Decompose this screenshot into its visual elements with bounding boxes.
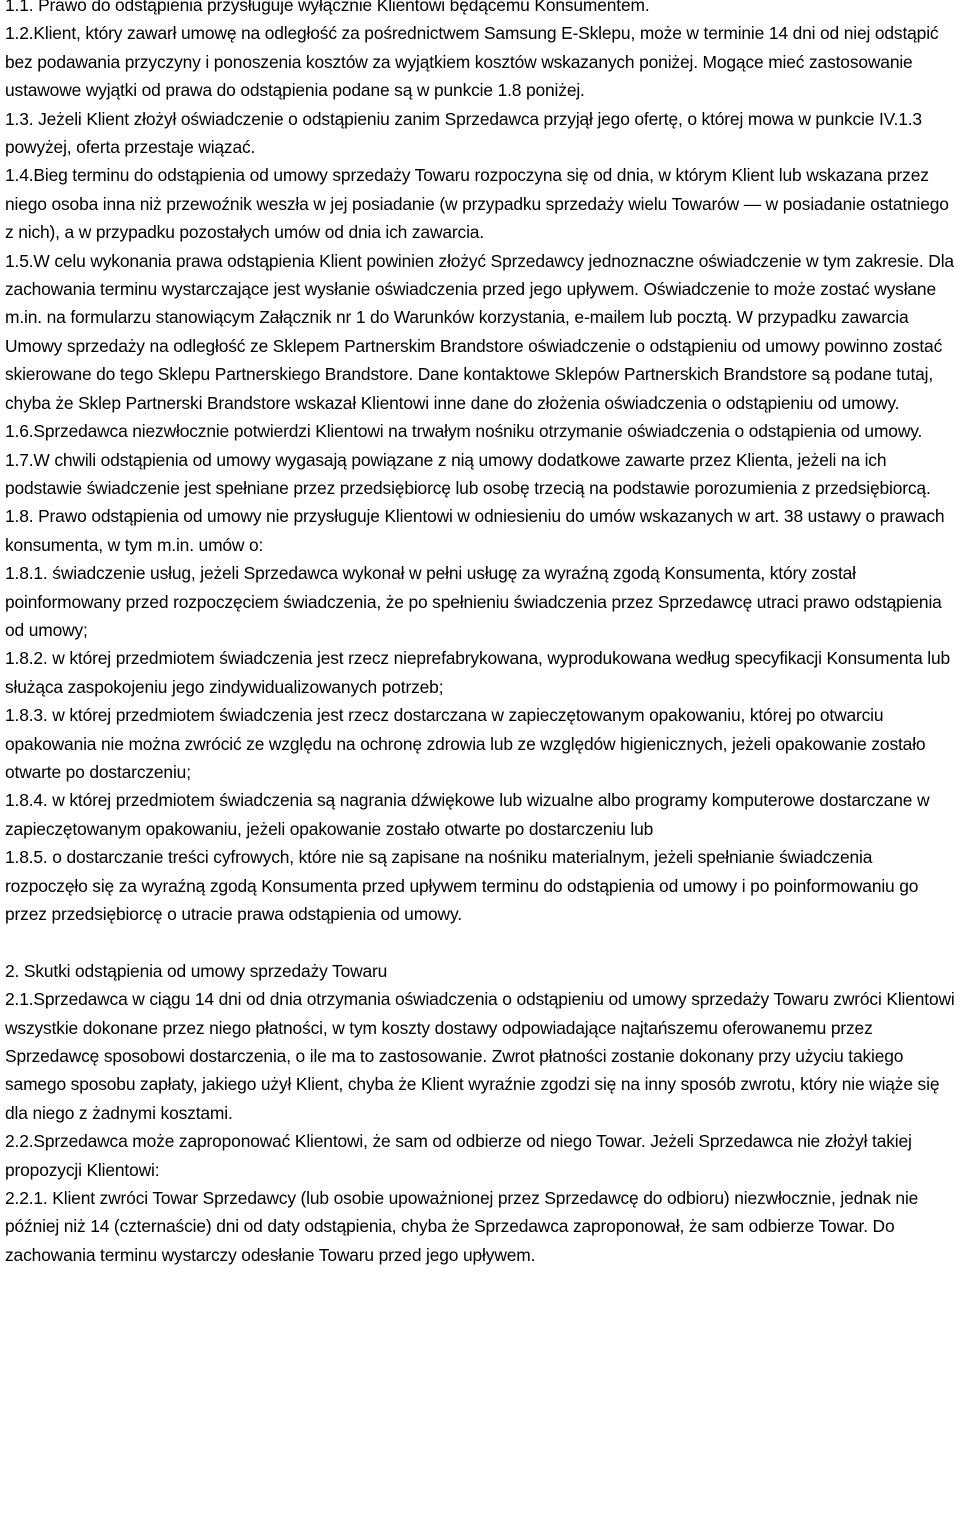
clause-1-4: 1.4.Bieg terminu do odstąpienia od umowy sprzedaży Towaru rozpoczyna się od dnia, w którym Klient lub wskazana przez niego osoba inna niż przewoźnik weszła w jej posiadanie (w przypadku sprzedaży wielu Towarów ― w posiadanie ostatniego z nich), a w przypadku pozostałych umów od dnia ich zawarcia. xyxy=(5,165,949,243)
clause-1-8-4: 1.8.4. w której przedmiotem świadczenia są nagrania dźwiękowe lub wizualne albo programy komputerowe dostarczane w zapieczętowanym opakowaniu, jeżeli opakowanie zostało otwarte po dostarczeniu lub xyxy=(5,790,930,839)
clause-1-8-2: 1.8.2. w której przedmiotem świadczenia jest rzecz nieprefabrykowana, wyprodukowana według specyfikacji Konsumenta lub służąca zaspokojeniu jego zindywidualizowanych potrzeb; xyxy=(5,648,951,697)
clause-2-2-1: 2.2.1. Klient zwróci Towar Sprzedawcy (lub osobie upoważnionej przez Sprzedawcę do odbioru) niezwłocznie, jednak nie później niż 14 (czternaście) dni od daty odstąpienia, chyba że Sprzedawca zaproponował, że sam odbierze Towar. Do zachowania terminu wystarczy odesłanie Towaru przed jego upływem. xyxy=(5,1188,919,1265)
clause-1-8-3: 1.8.3. w której przedmiotem świadczenia jest rzecz dostarczana w zapieczętowanym opakowaniu, której po otwarciu opakowania nie można zwrócić ze względu na ochronę zdrowia lub ze względów higienicznych, jeżeli opakowanie zostało otwarte po dostarczeniu; xyxy=(5,705,926,782)
clause-1-8: 1.8. Prawo odstąpienia od umowy nie przysługuje Klientowi w odniesieniu do umów wskazanych w art. 38 ustawy o prawach konsumenta, w tym m.in. umów o: xyxy=(5,506,945,555)
clause-1-1: 1.1. Prawo do odstąpienia przysługuje wyłącznie Klientowi będącemu Konsumentem. xyxy=(5,0,650,15)
clause-1-6: 1.6.Sprzedawca niezwłocznie potwierdzi Klientowi na trwałym nośniku otrzymanie oświadczenia o odstąpienia od umowy. xyxy=(5,421,923,442)
clause-1-8-1: 1.8.1. świadczenie usług, jeżeli Sprzedawca wykonał w pełni usługę za wyraźną zgodą Konsumenta, który został poinformowany przed rozpoczęciem świadczenia, że po spełnieniu świadczenia przez Sprzedawcę utraci prawo odstąpienia od umowy; xyxy=(5,563,942,640)
clause-1-3: 1.3. Jeżeli Klient złożył oświadczenie o odstąpieniu zanim Sprzedawca przyjął jego ofertę, o której mowa w punkcie IV.1.3 powyżej, oferta przestaje wiązać. xyxy=(5,108,922,158)
section-gap xyxy=(5,928,956,956)
clause-1-5: 1.5.W celu wykonania prawa odstąpienia Klient powinien złożyć Sprzedawcy jednoznaczne oświadczenie w tym zakresie. Dla zachowania terminu wystarczające jest wysłanie oświadczenia przed jego upływem. Oświadczenie to może zostać wysłane m.in. na formularzu stanowiącym Załącznik nr 1 do Warunków korzystania, e-mailem lub pocztą. W przypadku zawarcia Umowy sprzedaży na odległość ze Sklepem Partnerskim Brandstore oświadczenie o odstąpieniu od umowy powinno zostać skierowane do tego Sklepu Partnerskiego Brandstore. Dane kontaktowe Sklepów Partnerskich Brandstore są podane tutaj, chyba że Sklep Partnerski Brandstore wskazał Klientowi inne dane do złożenia oświadczenia o odstąpieniu od umowy. xyxy=(5,250,954,413)
clause-1-7: 1.7.W chwili odstąpienia od umowy wygasają powiązane z nią umowy dodatkowe zawarte przez Klienta, jeżeli na ich podstawie świadczenie jest spełniane przez przedsiębiorcę lub osobę trzecią na podstawie porozumienia z przedsiębiorcą. xyxy=(5,449,931,498)
clause-1-8-5: 1.8.5. o dostarczanie treści cyfrowych, które nie są zapisane na nośniku materialnym, jeżeli spełnianie świadczenia rozpoczęło się za wyraźną zgodą Konsumenta przed upływem terminu do odstąpienia od umowy i po poinformowaniu go przez przedsiębiorcę o utracie prawa odstąpienia od umowy. xyxy=(5,847,919,924)
clause-1-2: 1.2.Klient, który zawarł umowę na odległość za pośrednictwem Samsung E-Sklepu, może w terminie 14 dni od niej odstąpić bez podawania przyczyny i ponoszenia kosztów za wyjątkiem kosztów wskazanych poniżej. Mogące mieć zastosowanie ustawowe wyjątki od prawa do odstąpienia podane są w punkcie 1.8 poniżej. xyxy=(5,23,939,101)
clause-2-2: 2.2.Sprzedawca może zaproponować Klientowi, że sam od odbierze od niego Towar. Jeżeli Sprzedawca nie złożył takiej propozycji Klientowi: xyxy=(5,1131,912,1180)
section-2-heading: 2. Skutki odstąpienia od umowy sprzedaży Towaru xyxy=(5,960,388,981)
clause-2-1: 2.1.Sprzedawca w ciągu 14 dni od dnia otrzymania oświadczenia o odstąpieniu od umowy sprzedaży Towaru zwróci Klientowi wszystkie dokonane przez niego płatności, w tym koszty dostawy odpowiadające najtańszemu oferowanemu przez Sprzedawcę sposobowi dostarczenia, o ile ma to zastosowanie. Zwrot płatności zostanie dokonany przy użyciu takiego samego sposobu zapłaty, jakiego użył Klient, chyba że Klient wyraźnie zgodzi się na inny sposób zwrotu, który nie wiąże się dla niego z żadnymi kosztami. xyxy=(5,989,955,1123)
